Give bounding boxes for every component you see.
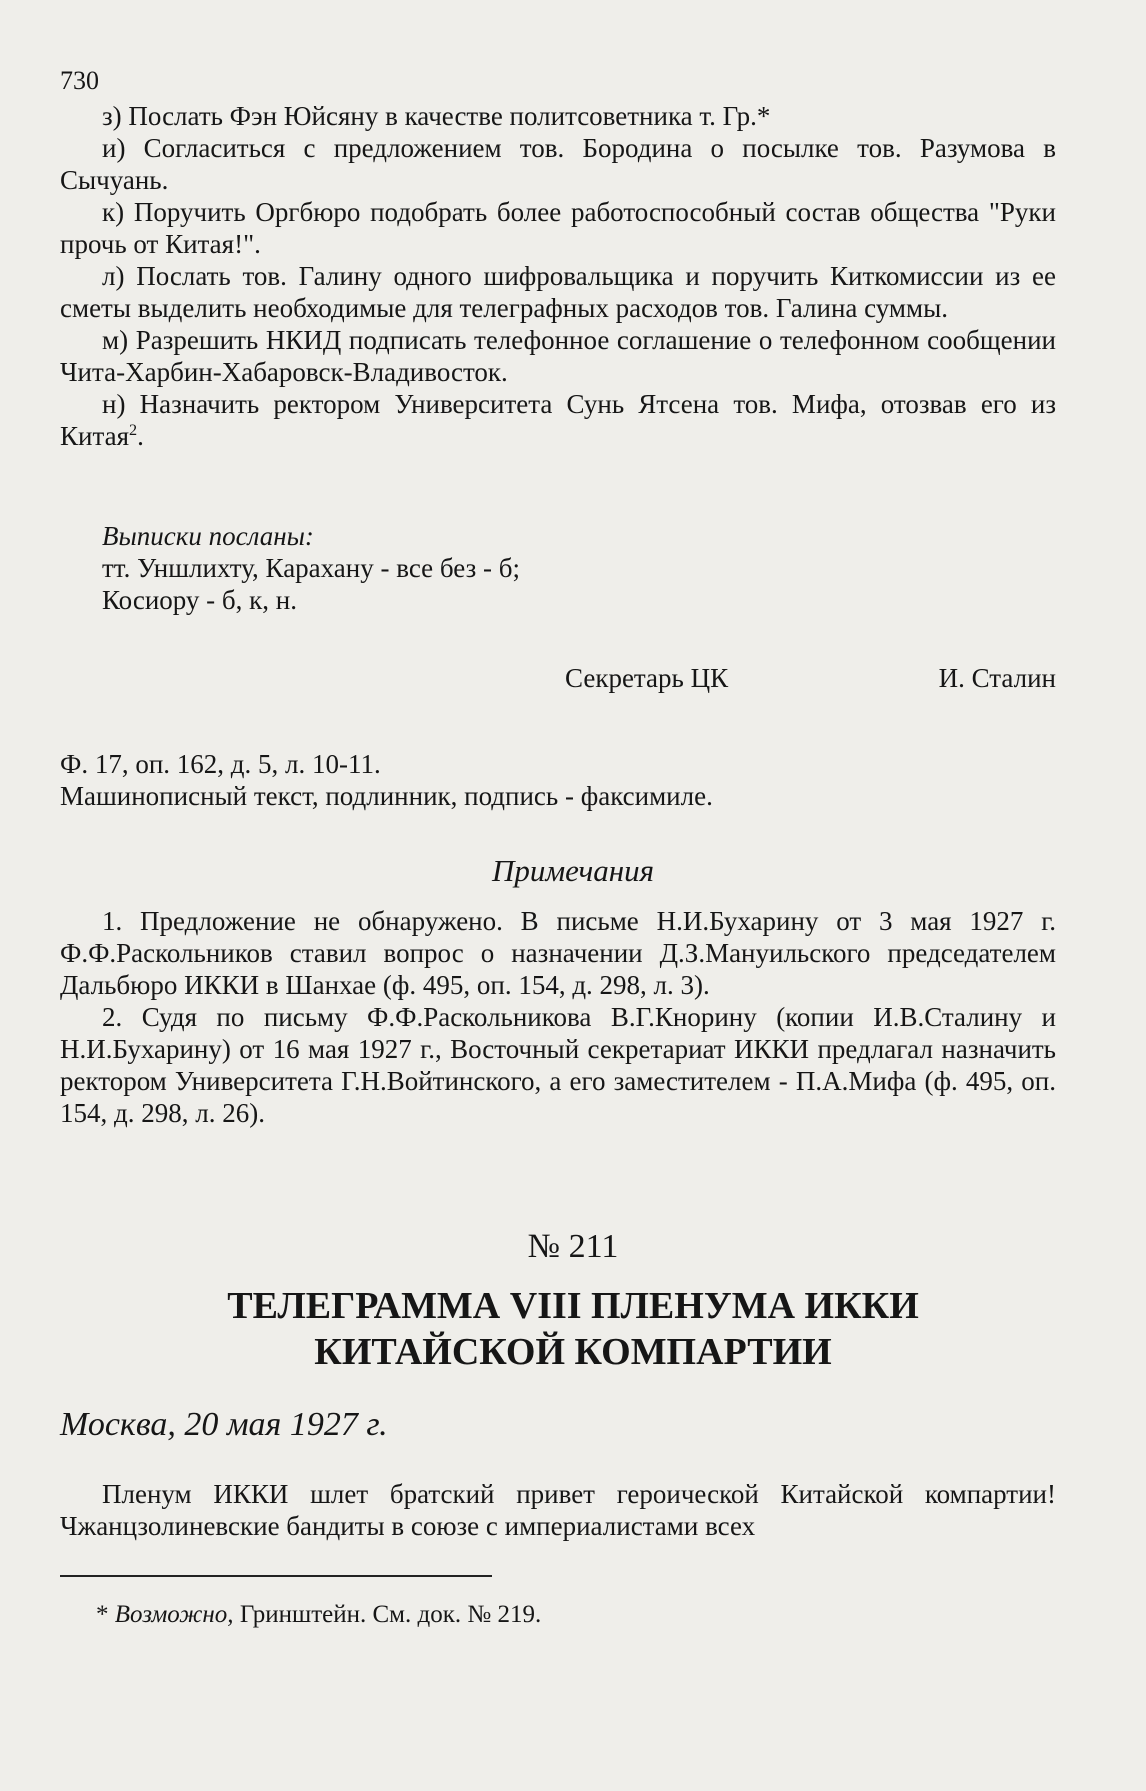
archive-ref: Ф. 17, оп. 162, д. 5, л. 10-11. xyxy=(60,749,381,779)
document-number: № 211 xyxy=(527,1228,619,1265)
notes-title: Примечания xyxy=(491,853,655,888)
note-2: 2. Судя по письму Ф.Ф.Раскольникова В.Г.Кнорину (копии И.В.Сталину и Н.И.Бухарину) от 16 мая 1927 г., Восточный секретариат ИККИ предлагал назначить ректором Университета Г.Н.Войтинского, а его заместителем - П.А.Мифа (ф. 495, оп. 154, д. 298, л. 26). xyxy=(60,1002,1056,1128)
place-date: Москва, 20 мая 1927 г. xyxy=(60,1406,388,1443)
note-1: 1. Предложение не обнаружено. В письме Н.И.Бухарину от 3 мая 1927 г. Ф.Ф.Раскольников ставил вопрос о назначении Д.З.Мануильского председателем Дальбюро ИККИ в Шанхае (ф. 495, оп. 154, д. 298, л. 3). xyxy=(60,906,1056,1000)
extracts-block xyxy=(60,520,1056,616)
decisions-list xyxy=(60,100,1056,452)
decision-n-note-ref: 2 xyxy=(129,421,138,439)
signature-role: Секретарь ЦК xyxy=(565,663,729,693)
notes-list xyxy=(60,905,1056,1129)
extracts-line-1: тт. Уншлихту, Карахану - все без - б; xyxy=(102,553,520,583)
decision-i: и) Согласиться с предложением тов. Бородина о посылке тов. Разумова в Сычуань. xyxy=(60,133,1056,195)
telegram-body xyxy=(60,1478,1056,1542)
decision-k: к) Поручить Оргбюро подобрать более работоспособный состав общества "Руки прочь от Китая!". xyxy=(60,197,1056,259)
document-title-line-2: КИТАЙСКОЙ КОМПАРТИИ xyxy=(314,1331,832,1373)
footnote xyxy=(96,1600,541,1630)
document-title xyxy=(0,1283,1146,1375)
extracts-line-2: Косиору - б, к, н. xyxy=(102,585,297,615)
footnote-text: Гринштейн. См. док. № 219. xyxy=(239,1601,542,1628)
document-title-line-1: ТЕЛЕГРАММА VIII ПЛЕНУМА ИККИ xyxy=(227,1285,919,1327)
archive-reference xyxy=(60,748,1056,812)
extracts-heading: Выписки посланы: xyxy=(102,521,314,551)
footnote-mark: * xyxy=(96,1601,109,1628)
decision-m: м) Разрешить НКИД подписать телефонное соглашение о телефонном сообщении Чита-Харбин-Хабаровск-Владивосток. xyxy=(60,325,1056,387)
decision-n-text: н) Назначить ректором Университета Сунь Ятсена тов. Мифа, отозвав его из Китая xyxy=(60,389,1056,451)
footnote-italic: Возможно, xyxy=(114,1601,234,1628)
signature-name: И. Сталин xyxy=(938,663,1056,693)
decision-l: л) Послать тов. Галину одного шифровальщика и поручить Киткомиссии из ее сметы выделить необходимые для телеграфных расходов тов. Галина суммы. xyxy=(60,261,1056,323)
telegram-body-text: Пленум ИККИ шлет братский привет героической Китайской компартии! Чжанцзолиневские бандиты в союзе с империалистами всех xyxy=(60,1479,1056,1541)
decision-z: з) Послать Фэн Юйсяну в качестве политсоветника т. Гр.* xyxy=(102,101,771,131)
page-number: 730 xyxy=(60,66,99,95)
archive-desc: Машинописный текст, подлинник, подпись - факсимиле. xyxy=(60,781,713,811)
decision-n xyxy=(60,388,1056,452)
footnote-divider xyxy=(60,1575,492,1577)
decision-n-end: . xyxy=(137,421,144,451)
